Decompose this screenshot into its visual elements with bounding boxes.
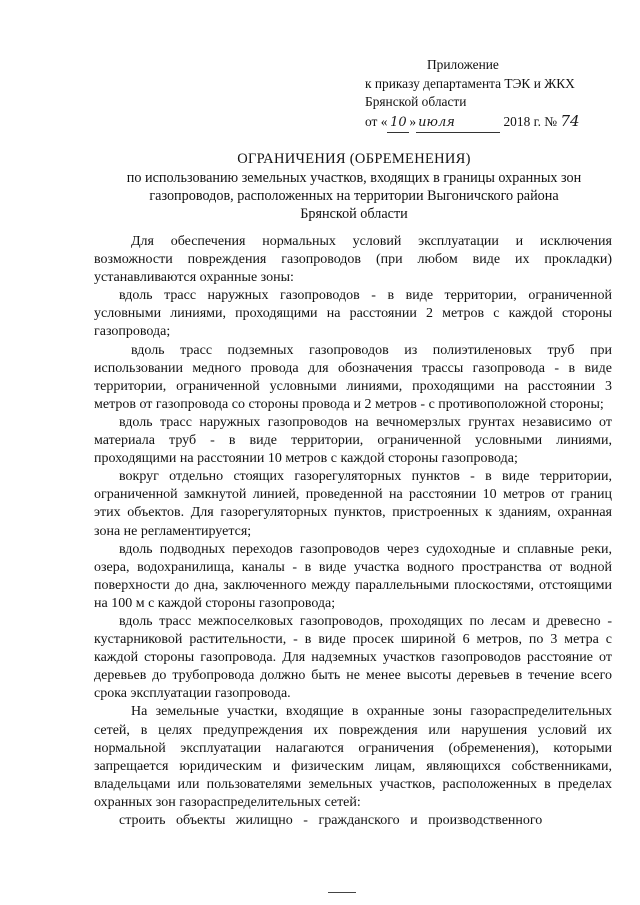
paragraph-zone-permafrost: вдоль трасс наружных газопроводов на вечномерзлых грунтах независимо от материала труб - в виде территории, ограниченной условными линиями, проходящими на расстоянии 10 метров с каждой стороны газопровода; bbox=[94, 414, 612, 467]
paragraph-zone-regulator: вокруг отдельно стоящих газорегуляторных пунктов - в виде территории, ограниченной замкнутой линией, проведенной на расстоянии 10 метров от границ этих объектов. Для газорегуляторных пунктов, пристроенных к зданиям, охранная зона не регламентируется; bbox=[94, 469, 612, 539]
handwritten-order-number: 74 bbox=[560, 111, 580, 130]
paragraph-zone-external: вдоль трасс наружных газопроводов - в виде территории, ограниченной условными линиями, проходящими на расстоянии 2 метров с каждой стороны газопровода; bbox=[94, 288, 612, 340]
paragraph-restrictions: На земельные участки, входящие в охранные зоны газораспределительных сетей, в целях предупреждения их повреждения или нарушения условий их нормальной эксплуатации налагаются ограничения (обременения), которыми запрещается юридическим и физическим лицам, являющихся собственниками, владельцами или пользователями земельных участков, расположенных в пределах охранных зон газораспределительных сетей: bbox=[94, 704, 612, 810]
title-main: ОГРАНИЧЕНИЯ (ОБРЕМЕНЕНИЯ) bbox=[237, 151, 471, 167]
paragraph-zone-underwater: вдоль подводных переходов газопроводов через судоходные и сплавные реки, озера, водохранилища, каналы - в виде участка водного пространства от водной поверхности до дна, заключенного между параллельными плоскостями, отстоящими на 100 м с каждой стороны газопровода; bbox=[94, 541, 612, 611]
document-title bbox=[96, 150, 612, 223]
appendix-region-line: Брянской области bbox=[365, 94, 467, 109]
document-body bbox=[94, 233, 612, 830]
paragraph-zone-forest: вдоль трасс межпоселковых газопроводов, проходящих по лесам и древесно - кустарниковой растительности, - в виде просек шириной 6 метров, по 3 метра с каждой стороны газопровода. Для надземных участков газопроводов расстояние от деревьев до трубопровода должно быть не менее высоты деревьев в течение всего срока эксплуатации газопровода. bbox=[94, 613, 612, 702]
date-prefix: от « bbox=[365, 113, 388, 129]
title-sub-2: газопроводов, расположенных на территории Выгоничского района bbox=[149, 188, 559, 204]
handwritten-day: 10 bbox=[387, 114, 409, 134]
appendix-order-line: к приказу департамента ТЭК и ЖКХ bbox=[365, 75, 575, 91]
date-year: 2018 г. № bbox=[503, 113, 558, 129]
handwritten-month: июля bbox=[416, 114, 500, 134]
appendix-date-line bbox=[365, 112, 625, 134]
paragraph-zone-underground: вдоль трасс подземных газопроводов из полиэтиленовых труб при использовании медного провода для обозначения трассы газопровода - в виде территории, ограниченной условными линиями, проходящими на расстоянии 3 метров от газопровода со стороны провода и 2 метров - с противоположной стороны; bbox=[94, 342, 612, 412]
appendix-block bbox=[365, 56, 625, 133]
title-sub-1: по использованию земельных участков, входящих в границы охранных зон bbox=[126, 170, 582, 186]
date-mid: » bbox=[409, 113, 417, 129]
footer-divider bbox=[328, 892, 356, 893]
title-sub-3: Брянской области bbox=[300, 206, 408, 222]
paragraph-construction: строить объекты жилищно - гражданского и производственного bbox=[119, 813, 543, 828]
appendix-title: Приложение bbox=[427, 57, 499, 72]
paragraph-intro: Для обеспечения нормальных условий эксплуатации и исключения возможности повреждения газопроводов (при любом виде их прокладки) устанавливаются охранные зоны: bbox=[94, 234, 612, 286]
